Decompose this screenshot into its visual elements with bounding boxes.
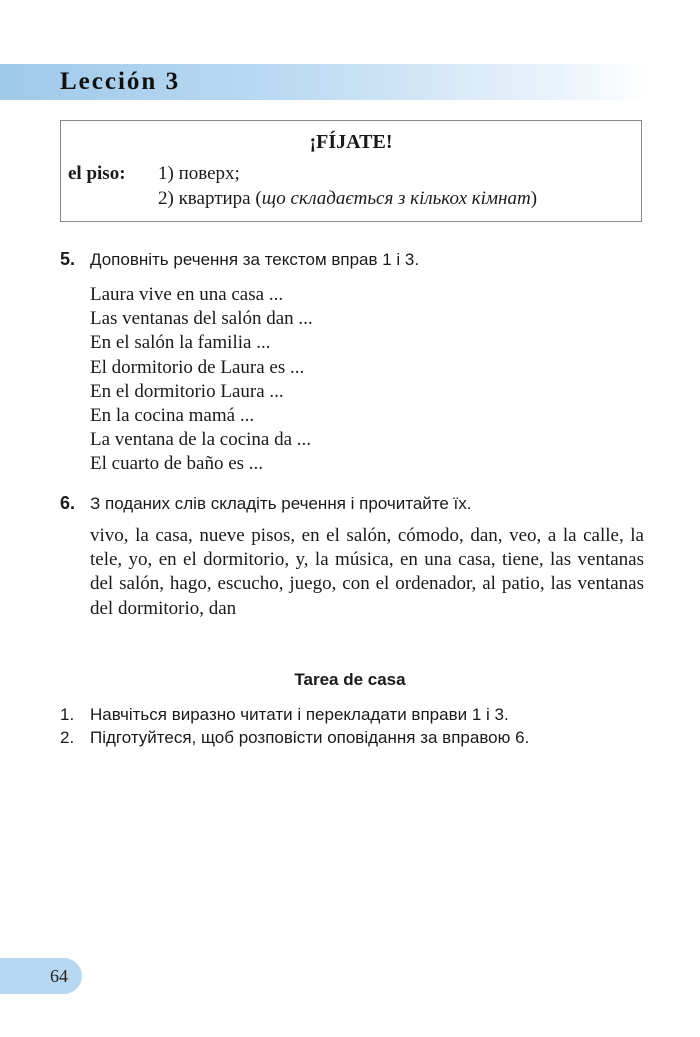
fijate-definition-2: [158, 188, 537, 210]
homework-item-number: 2.: [60, 728, 75, 747]
homework-list: [60, 703, 529, 749]
fijate-title: ¡FÍJATE!: [309, 131, 393, 153]
lesson-title: Lección 3: [60, 68, 181, 95]
definition-2-close: ): [530, 188, 538, 209]
exercise-6-instruction: З поданих слів складіть речення і прочитайте їх.: [90, 494, 472, 513]
fijate-definition-1: 1) поверх;: [158, 163, 240, 184]
sentence-item: En la cocina mamá ...: [90, 405, 255, 427]
exercise-5-instruction: Доповніть речення за текстом вправ 1 і 3.: [90, 250, 420, 269]
sentence-item: La ventana de la cocina da ...: [90, 429, 312, 451]
homework-item-number: 1.: [60, 705, 75, 724]
sentence-item: Laura vive en una casa ...: [90, 284, 284, 305]
fijate-term: el piso:: [68, 163, 126, 184]
homework-title: Tarea de casa: [294, 670, 406, 689]
page-number: 64: [50, 966, 68, 986]
definition-2-note: що складається з кількох кімнат: [261, 188, 531, 209]
sentence-item: Las ventanas del salón dan ...: [90, 308, 313, 330]
homework-item-text: Навчіться виразно читати і перекладати вправи 1 і 3.: [90, 705, 509, 724]
page-number-tab: [0, 958, 82, 994]
homework-item-text: Підготуйтеся, щоб розповісти оповідання за вправою 6.: [90, 728, 530, 747]
homework-item: [60, 726, 529, 749]
definition-2-main: 2) квартира (: [158, 188, 262, 209]
fijate-box: [60, 120, 642, 222]
exercise-5-number: 5.: [60, 249, 76, 269]
sentence-item: El dormitorio de Laura es ...: [90, 356, 305, 378]
sentence-item: El cuarto de baño es ...: [90, 453, 264, 475]
sentence-item: En el salón la familia ...: [90, 332, 271, 354]
exercise-5-sentences: [90, 283, 313, 477]
sentence-item: En el dormitorio Laura ...: [90, 380, 284, 402]
exercise-6-number: 6.: [60, 493, 76, 513]
lesson-header-band: [0, 64, 648, 100]
exercise-6-word-list: vivo, la casa, nueve pisos, en el salón, cómodo, dan, veo, a la calle, la tele, yo, en el dormitorio, y, la música, en una casa, tiene, las ventanas del salón, hago, escucho, juego, con el ordenador, al patio, las ventanas del dormitorio, dan: [90, 525, 644, 619]
homework-item: [60, 703, 529, 726]
